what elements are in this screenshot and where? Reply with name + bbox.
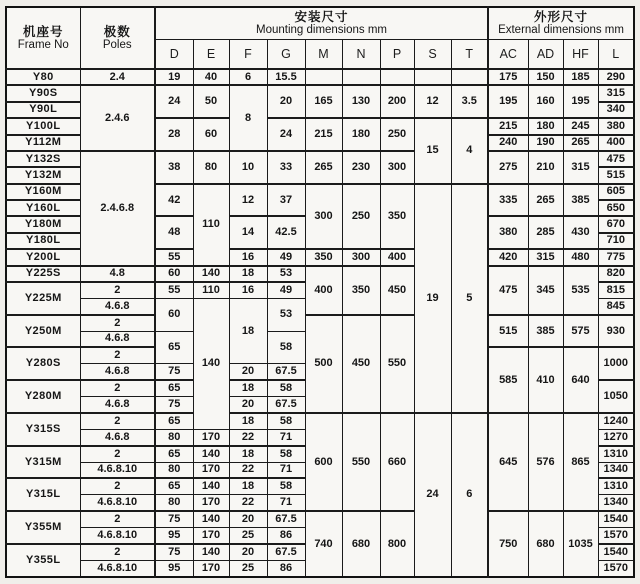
cell-AC: 645 bbox=[488, 413, 528, 511]
cell-E: 140 bbox=[193, 478, 229, 494]
cell-G: 53 bbox=[267, 298, 305, 331]
header-col-T: T bbox=[451, 39, 488, 69]
cell-D: 80 bbox=[155, 429, 193, 445]
cell-D: 65 bbox=[155, 446, 193, 462]
cell-frame: Y90S bbox=[6, 85, 80, 101]
cell-poles: 4.6.8.10 bbox=[80, 495, 155, 511]
cell-D: 65 bbox=[155, 380, 193, 396]
cell-frame: Y132S bbox=[6, 151, 80, 167]
cell-poles: 2.4.6.8 bbox=[80, 151, 155, 266]
cell-T: 5 bbox=[451, 184, 488, 413]
cell-L: 340 bbox=[598, 102, 634, 118]
cell-N: 680 bbox=[342, 511, 380, 577]
cell-E: 140 bbox=[193, 298, 229, 429]
cell-M: 165 bbox=[305, 85, 342, 118]
cell-frame: Y315M bbox=[6, 446, 80, 479]
cell-AD: 190 bbox=[528, 135, 563, 151]
cell-L: 1340 bbox=[598, 462, 634, 478]
cell-P: 800 bbox=[380, 511, 414, 577]
cell-AC: 585 bbox=[488, 347, 528, 413]
cell-D: 75 bbox=[155, 364, 193, 380]
cell-AD: 210 bbox=[528, 151, 563, 184]
header-col-AD: AD bbox=[528, 39, 563, 69]
cell-frame: Y200L bbox=[6, 249, 80, 265]
cell-M: 350 bbox=[305, 249, 342, 265]
cell-M: 300 bbox=[305, 184, 342, 250]
cell-frame: Y315S bbox=[6, 413, 80, 446]
cell-AD: 265 bbox=[528, 184, 563, 217]
table-row bbox=[6, 266, 634, 282]
cell-G: 67.5 bbox=[267, 511, 305, 527]
cell-G: 58 bbox=[267, 478, 305, 494]
cell-frame: Y250M bbox=[6, 315, 80, 348]
cell-F: 14 bbox=[229, 216, 267, 249]
header-frame-en: Frame No bbox=[17, 38, 69, 51]
cell-AD: 285 bbox=[528, 216, 563, 249]
cell-AD: 680 bbox=[528, 511, 563, 577]
cell-D: 65 bbox=[155, 331, 193, 364]
cell-N: 450 bbox=[342, 315, 380, 413]
cell-G: 67.5 bbox=[267, 364, 305, 380]
header-mounting-group bbox=[155, 7, 488, 39]
cell-M: 400 bbox=[305, 266, 342, 315]
cell-D: 80 bbox=[155, 462, 193, 478]
cell-G: 71 bbox=[267, 462, 305, 478]
cell-D: 42 bbox=[155, 184, 193, 217]
cell-S bbox=[414, 69, 451, 85]
cell-D: 75 bbox=[155, 544, 193, 560]
cell-HF: 535 bbox=[563, 266, 598, 315]
cell-HF: 865 bbox=[563, 413, 598, 511]
cell-AC: 275 bbox=[488, 151, 528, 184]
header-group-row bbox=[6, 7, 634, 39]
cell-L: 650 bbox=[598, 200, 634, 216]
cell-AC: 215 bbox=[488, 118, 528, 134]
cell-L: 670 bbox=[598, 216, 634, 232]
cell-E: 170 bbox=[193, 495, 229, 511]
cell-M: 500 bbox=[305, 315, 342, 413]
cell-N: 230 bbox=[342, 151, 380, 184]
cell-frame: Y315L bbox=[6, 478, 80, 511]
cell-HF: 430 bbox=[563, 216, 598, 249]
cell-poles: 2 bbox=[80, 380, 155, 396]
table-row bbox=[6, 315, 634, 331]
cell-F: 22 bbox=[229, 495, 267, 511]
cell-G: 86 bbox=[267, 560, 305, 577]
cell-P: 350 bbox=[380, 184, 414, 250]
cell-frame: Y180L bbox=[6, 233, 80, 249]
header-col-AC: AC bbox=[488, 39, 528, 69]
cell-L: 1000 bbox=[598, 347, 634, 380]
cell-G: 67.5 bbox=[267, 397, 305, 413]
cell-frame: Y160L bbox=[6, 200, 80, 216]
cell-poles: 4.6.8 bbox=[80, 397, 155, 413]
cell-S: 15 bbox=[414, 118, 451, 184]
cell-frame: Y280M bbox=[6, 380, 80, 413]
cell-F: 25 bbox=[229, 528, 267, 544]
cell-G: 71 bbox=[267, 495, 305, 511]
cell-frame: Y112M bbox=[6, 135, 80, 151]
cell-AD: 180 bbox=[528, 118, 563, 134]
table-row bbox=[6, 85, 634, 101]
cell-AC: 515 bbox=[488, 315, 528, 348]
cell-AD: 315 bbox=[528, 249, 563, 265]
header-mounting-cn: 安装尺寸 bbox=[294, 9, 349, 24]
cell-AC: 335 bbox=[488, 184, 528, 217]
cell-F: 16 bbox=[229, 282, 267, 298]
cell-G: 15.5 bbox=[267, 69, 305, 85]
cell-HF: 265 bbox=[563, 135, 598, 151]
cell-HF: 185 bbox=[563, 69, 598, 85]
cell-poles: 2 bbox=[80, 315, 155, 331]
cell-poles: 2 bbox=[80, 347, 155, 363]
cell-AD: 385 bbox=[528, 315, 563, 348]
cell-AC: 420 bbox=[488, 249, 528, 265]
cell-P: 450 bbox=[380, 266, 414, 315]
cell-HF: 315 bbox=[563, 151, 598, 184]
cell-D: 60 bbox=[155, 298, 193, 331]
cell-L: 775 bbox=[598, 249, 634, 265]
cell-F: 18 bbox=[229, 380, 267, 396]
cell-E: 170 bbox=[193, 462, 229, 478]
cell-E: 50 bbox=[193, 85, 229, 118]
header-col-L: L bbox=[598, 39, 634, 69]
cell-D: 65 bbox=[155, 478, 193, 494]
cell-frame: Y180M bbox=[6, 216, 80, 232]
cell-F: 22 bbox=[229, 462, 267, 478]
cell-T: 4 bbox=[451, 118, 488, 184]
cell-G: 58 bbox=[267, 380, 305, 396]
cell-F: 18 bbox=[229, 298, 267, 364]
cell-F: 10 bbox=[229, 151, 267, 184]
cell-D: 28 bbox=[155, 118, 193, 151]
header-external-cn: 外形尺寸 bbox=[534, 9, 589, 24]
cell-M: 265 bbox=[305, 151, 342, 184]
cell-F: 20 bbox=[229, 364, 267, 380]
cell-L: 1570 bbox=[598, 528, 634, 544]
cell-G: 42.5 bbox=[267, 216, 305, 249]
cell-poles: 4.6.8 bbox=[80, 331, 155, 347]
cell-E: 60 bbox=[193, 118, 229, 151]
cell-G: 33 bbox=[267, 151, 305, 184]
header-external-group bbox=[488, 7, 634, 39]
cell-HF: 480 bbox=[563, 249, 598, 265]
cell-E: 170 bbox=[193, 429, 229, 445]
cell-P: 400 bbox=[380, 249, 414, 265]
cell-E: 170 bbox=[193, 560, 229, 577]
cell-G: 58 bbox=[267, 446, 305, 462]
cell-D: 55 bbox=[155, 249, 193, 265]
header-col-M: M bbox=[305, 39, 342, 69]
cell-G: 58 bbox=[267, 413, 305, 429]
cell-HF: 575 bbox=[563, 315, 598, 348]
cell-M: 215 bbox=[305, 118, 342, 151]
cell-G: 58 bbox=[267, 331, 305, 364]
cell-M: 740 bbox=[305, 511, 342, 577]
cell-F: 18 bbox=[229, 446, 267, 462]
cell-F: 8 bbox=[229, 85, 267, 151]
header-col-D: D bbox=[155, 39, 193, 69]
cell-P: 300 bbox=[380, 151, 414, 184]
cell-HF: 245 bbox=[563, 118, 598, 134]
cell-poles: 2.4.6 bbox=[80, 85, 155, 151]
cell-P: 250 bbox=[380, 118, 414, 151]
cell-L: 1270 bbox=[598, 429, 634, 445]
cell-poles: 4.8 bbox=[80, 266, 155, 282]
cell-frame: Y90L bbox=[6, 102, 80, 118]
cell-G: 49 bbox=[267, 249, 305, 265]
cell-AC: 380 bbox=[488, 216, 528, 249]
cell-G: 53 bbox=[267, 266, 305, 282]
header-col-N: N bbox=[342, 39, 380, 69]
cell-poles: 2.4 bbox=[80, 69, 155, 85]
cell-L: 815 bbox=[598, 282, 634, 298]
header-col-G: G bbox=[267, 39, 305, 69]
cell-E: 140 bbox=[193, 544, 229, 560]
cell-F: 16 bbox=[229, 249, 267, 265]
cell-frame: Y132M bbox=[6, 167, 80, 183]
cell-F: 18 bbox=[229, 478, 267, 494]
cell-D: 95 bbox=[155, 560, 193, 577]
cell-L: 400 bbox=[598, 135, 634, 151]
cell-poles: 2 bbox=[80, 446, 155, 462]
cell-N: 300 bbox=[342, 249, 380, 265]
cell-AD: 410 bbox=[528, 347, 563, 413]
motor-dimensions-table bbox=[5, 6, 635, 578]
cell-poles: 4.6.8.10 bbox=[80, 528, 155, 544]
cell-D: 38 bbox=[155, 151, 193, 184]
cell-AC: 750 bbox=[488, 511, 528, 577]
cell-D: 95 bbox=[155, 528, 193, 544]
header-col-P: P bbox=[380, 39, 414, 69]
cell-P bbox=[380, 69, 414, 85]
cell-HF: 1035 bbox=[563, 511, 598, 577]
cell-D: 19 bbox=[155, 69, 193, 85]
cell-F: 6 bbox=[229, 69, 267, 85]
table-row bbox=[6, 69, 634, 85]
header-col-F: F bbox=[229, 39, 267, 69]
cell-L: 1310 bbox=[598, 446, 634, 462]
cell-G: 67.5 bbox=[267, 544, 305, 560]
cell-D: 65 bbox=[155, 413, 193, 429]
cell-D: 24 bbox=[155, 85, 193, 118]
cell-HF: 195 bbox=[563, 85, 598, 118]
cell-G: 37 bbox=[267, 184, 305, 217]
cell-S: 12 bbox=[414, 85, 451, 118]
cell-G: 71 bbox=[267, 429, 305, 445]
header-col-E: E bbox=[193, 39, 229, 69]
cell-E: 80 bbox=[193, 151, 229, 184]
cell-M: 600 bbox=[305, 413, 342, 511]
header-mounting-en: Mounting dimensions mm bbox=[255, 23, 388, 36]
cell-frame: Y355L bbox=[6, 544, 80, 577]
cell-P: 550 bbox=[380, 315, 414, 413]
cell-HF: 385 bbox=[563, 184, 598, 217]
header-col-S: S bbox=[414, 39, 451, 69]
cell-P: 660 bbox=[380, 413, 414, 511]
cell-D: 75 bbox=[155, 511, 193, 527]
header-poles bbox=[80, 7, 155, 69]
cell-D: 55 bbox=[155, 282, 193, 298]
cell-D: 48 bbox=[155, 216, 193, 249]
cell-F: 20 bbox=[229, 544, 267, 560]
cell-AC: 240 bbox=[488, 135, 528, 151]
header-external-en: External dimensions mm bbox=[498, 23, 624, 36]
cell-E: 140 bbox=[193, 266, 229, 282]
cell-D: 80 bbox=[155, 495, 193, 511]
cell-frame: Y80 bbox=[6, 69, 80, 85]
header-poles-cn: 极数 bbox=[103, 24, 131, 39]
cell-F: 12 bbox=[229, 184, 267, 217]
header-frame-cn: 机座号 bbox=[22, 24, 64, 39]
cell-N: 180 bbox=[342, 118, 380, 151]
cell-poles: 4.6.8 bbox=[80, 429, 155, 445]
cell-T: 6 bbox=[451, 413, 488, 577]
cell-poles: 2 bbox=[80, 511, 155, 527]
cell-L: 315 bbox=[598, 85, 634, 101]
header-frame bbox=[6, 7, 80, 69]
cell-M bbox=[305, 69, 342, 85]
cell-AD: 345 bbox=[528, 266, 563, 315]
cell-G: 20 bbox=[267, 85, 305, 118]
cell-L: 1340 bbox=[598, 495, 634, 511]
cell-frame: Y225S bbox=[6, 266, 80, 282]
cell-frame: Y100L bbox=[6, 118, 80, 134]
cell-L: 1310 bbox=[598, 478, 634, 494]
cell-frame: Y225M bbox=[6, 282, 80, 315]
cell-L: 1570 bbox=[598, 560, 634, 577]
cell-L: 380 bbox=[598, 118, 634, 134]
cell-poles: 2 bbox=[80, 413, 155, 429]
table-row bbox=[6, 511, 634, 527]
cell-poles: 2 bbox=[80, 544, 155, 560]
cell-L: 290 bbox=[598, 69, 634, 85]
cell-L: 515 bbox=[598, 167, 634, 183]
cell-N: 350 bbox=[342, 266, 380, 315]
cell-AC: 195 bbox=[488, 85, 528, 118]
cell-poles: 4.6.8.10 bbox=[80, 462, 155, 478]
cell-S: 19 bbox=[414, 184, 451, 413]
cell-N: 250 bbox=[342, 184, 380, 250]
cell-G: 24 bbox=[267, 118, 305, 151]
cell-F: 22 bbox=[229, 429, 267, 445]
cell-L: 930 bbox=[598, 315, 634, 348]
cell-poles: 4.6.8 bbox=[80, 298, 155, 314]
cell-L: 820 bbox=[598, 266, 634, 282]
cell-E: 40 bbox=[193, 69, 229, 85]
cell-N: 130 bbox=[342, 85, 380, 118]
cell-AD: 160 bbox=[528, 85, 563, 118]
cell-N: 550 bbox=[342, 413, 380, 511]
cell-L: 475 bbox=[598, 151, 634, 167]
cell-G: 86 bbox=[267, 528, 305, 544]
cell-L: 845 bbox=[598, 298, 634, 314]
cell-D: 60 bbox=[155, 266, 193, 282]
cell-frame: Y355M bbox=[6, 511, 80, 544]
cell-AD: 150 bbox=[528, 69, 563, 85]
cell-F: 20 bbox=[229, 397, 267, 413]
cell-T: 3.5 bbox=[451, 85, 488, 118]
header-col-HF: HF bbox=[563, 39, 598, 69]
cell-poles: 4.6.8.10 bbox=[80, 560, 155, 577]
cell-frame: Y160M bbox=[6, 184, 80, 200]
cell-HF: 640 bbox=[563, 347, 598, 413]
cell-T bbox=[451, 69, 488, 85]
table-row bbox=[6, 151, 634, 167]
cell-E: 110 bbox=[193, 282, 229, 298]
cell-poles: 2 bbox=[80, 478, 155, 494]
cell-F: 18 bbox=[229, 266, 267, 282]
cell-L: 710 bbox=[598, 233, 634, 249]
cell-E: 170 bbox=[193, 528, 229, 544]
cell-P: 200 bbox=[380, 85, 414, 118]
cell-L: 1240 bbox=[598, 413, 634, 429]
cell-E: 140 bbox=[193, 511, 229, 527]
cell-poles: 2 bbox=[80, 282, 155, 298]
cell-L: 605 bbox=[598, 184, 634, 200]
cell-L: 1540 bbox=[598, 544, 634, 560]
cell-G: 49 bbox=[267, 282, 305, 298]
cell-L: 1050 bbox=[598, 380, 634, 413]
header-poles-en: Poles bbox=[102, 38, 132, 51]
cell-F: 20 bbox=[229, 511, 267, 527]
cell-F: 18 bbox=[229, 413, 267, 429]
cell-AC: 475 bbox=[488, 266, 528, 315]
cell-poles: 4.6.8 bbox=[80, 364, 155, 380]
cell-AD: 576 bbox=[528, 413, 563, 511]
cell-frame: Y280S bbox=[6, 347, 80, 380]
cell-D: 75 bbox=[155, 397, 193, 413]
cell-N bbox=[342, 69, 380, 85]
cell-AC: 175 bbox=[488, 69, 528, 85]
cell-S: 24 bbox=[414, 413, 451, 577]
cell-F: 25 bbox=[229, 560, 267, 577]
cell-L: 1540 bbox=[598, 511, 634, 527]
cell-E: 110 bbox=[193, 184, 229, 266]
cell-E: 140 bbox=[193, 446, 229, 462]
table-row bbox=[6, 413, 634, 429]
